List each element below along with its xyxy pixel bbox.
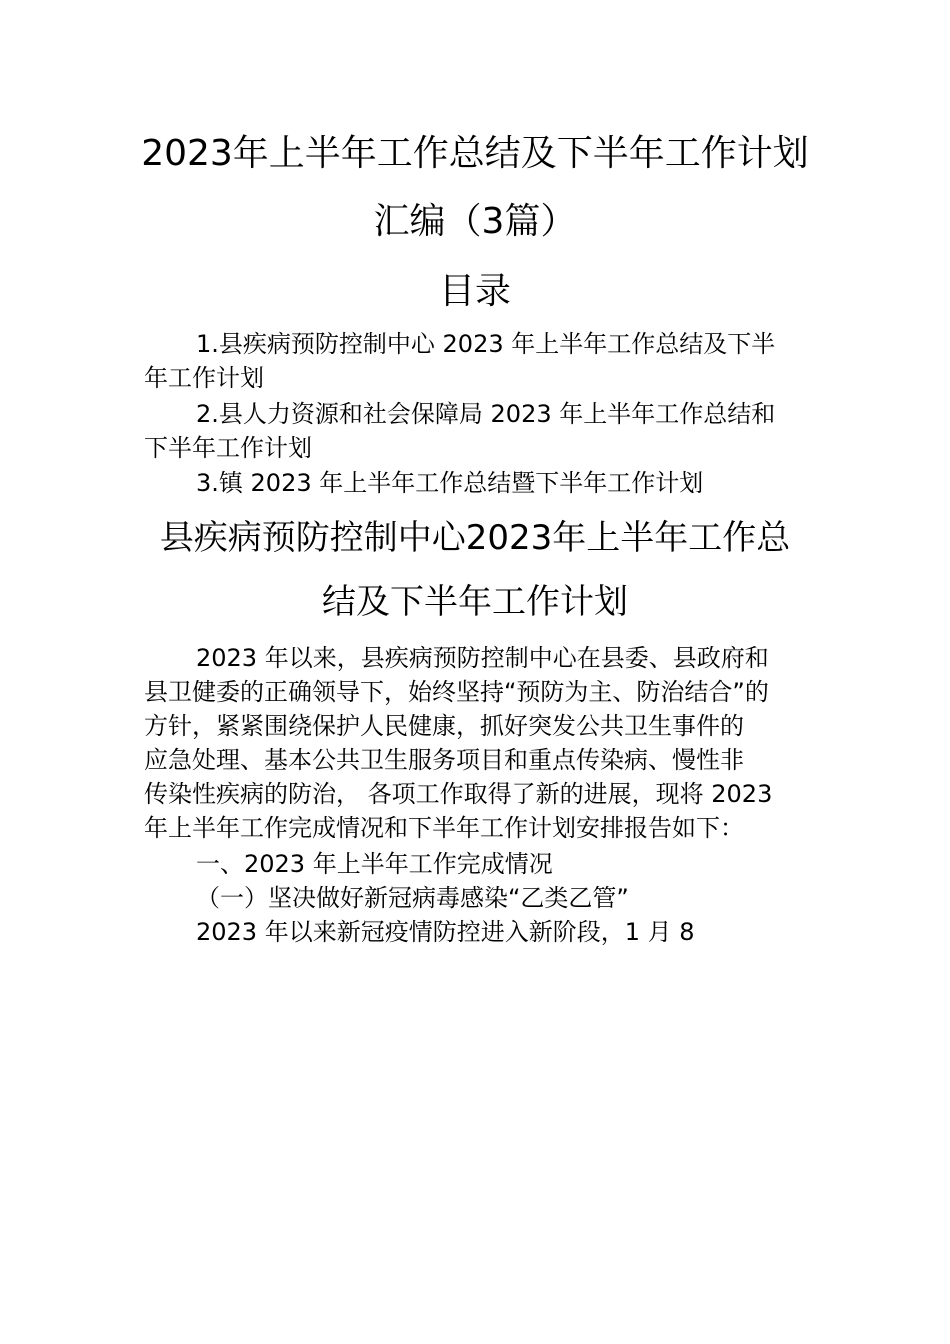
paragraph-line: 2023 年以来，县疾病预防控制中心在县委、县政府和: [196, 644, 769, 672]
paragraph-line: 县卫健委的正确领导下，始终坚持“预防为主、防治结合”的: [144, 678, 769, 706]
toc-item-2[interactable]: 2.县人力资源和社会保障局 2023 年上半年工作总结和: [196, 400, 776, 428]
toc-item-3[interactable]: 3.镇 2023 年上半年工作总结暨下半年工作计划: [196, 469, 704, 497]
section-title-line-1: 县疾病预防控制中心2023年上半年工作总: [159, 518, 791, 558]
paragraph-line: 传染性疾病的防治， 各项工作取得了新的进展，现将 2023: [144, 780, 773, 808]
heading-level-2: （一）坚决做好新冠病毒感染“乙类乙管”: [196, 884, 629, 912]
paragraph-line: 方针，紧紧围绕保护人民健康，抓好突发公共卫生事件的: [144, 712, 744, 740]
toc-heading: 目录: [438, 271, 511, 312]
toc-item-2-continued[interactable]: 下半年工作计划: [144, 434, 312, 462]
paragraph-line: 应急处理、基本公共卫生服务项目和重点传染病、慢性非: [144, 746, 744, 774]
heading-level-1: 一、2023 年上半年工作完成情况: [196, 850, 553, 878]
document-title-line-2: 汇编（3篇）: [373, 201, 577, 242]
section-title-line-2: 结及下半年工作计划: [322, 582, 628, 622]
paragraph-line: 2023 年以来新冠疫情防控进入新阶段，1 月 8: [196, 918, 695, 946]
document-title-line-1: 2023年上半年工作总结及下半年工作计划: [141, 133, 809, 174]
paragraph-line: 年上半年工作完成情况和下半年工作计划安排报告如下：: [144, 814, 744, 842]
toc-item-1[interactable]: 1.县疾病预防控制中心 2023 年上半年工作总结及下半: [196, 330, 776, 358]
toc-item-1-continued[interactable]: 年工作计划: [144, 364, 264, 392]
